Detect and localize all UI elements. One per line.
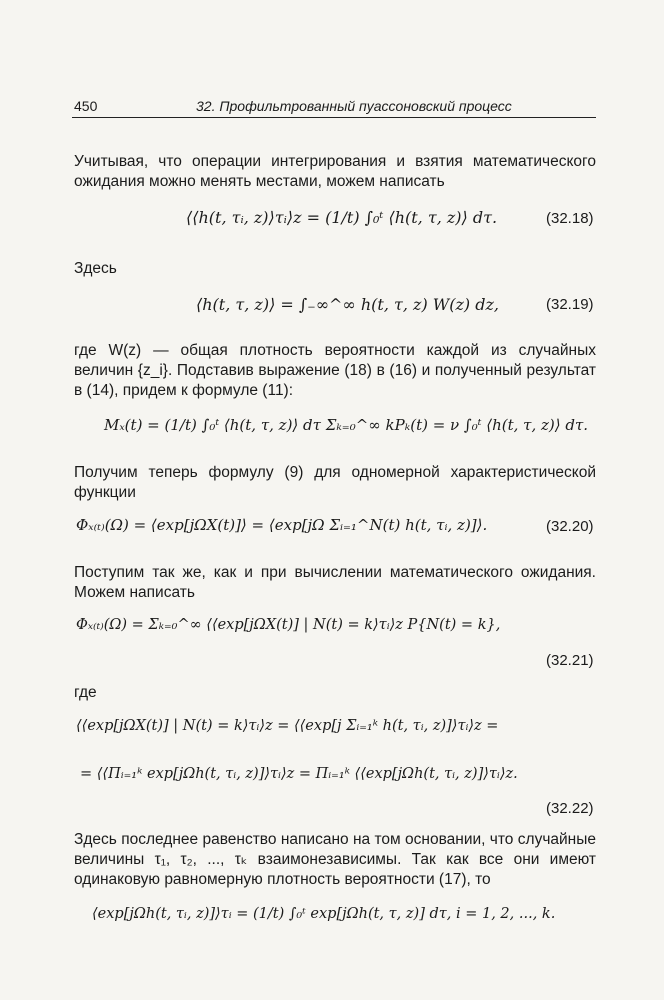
equation-32-20: Φₓ₍ₜ₎(Ω) = ⟨exp[jΩX(t)]⟩ = ⟨exp[jΩ Σᵢ₌₁^N(t) h(t, τᵢ, z)]⟩. [76,516,488,534]
equation-number-32-19: (32.19) [546,296,594,313]
equation-32-21: Φₓ₍ₜ₎(Ω) = Σₖ₌₀^∞ ⟨⟨exp[jΩX(t)] | N(t) = k⟩τᵢ⟩z P{N(t) = k}, [76,617,501,633]
paragraph-6: где [74,684,97,701]
equation-number-32-18: (32.18) [546,210,594,227]
page-number: 450 [74,98,98,114]
paragraph-5: Поступим так же, как и при вычислении математического ожидания. Можем написать [74,564,596,601]
equation-number-32-22: (32.22) [546,800,594,817]
equation-final: ⟨exp[jΩh(t, τᵢ, z)]⟩τᵢ = (1/t) ∫₀ᵗ exp[jΩh(t, τ, z)] dτ, i = 1, 2, ..., k. [92,906,556,922]
equation-number-32-21: (32.21) [546,652,594,669]
header-rule [72,117,596,118]
equation-number-32-20: (32.20) [546,518,594,535]
paragraph-1: Учитывая, что операции интегрирования и взятия математического ожидания можно менять местами, можем написать [74,153,596,190]
equation-32-22-line-2: = ⟨⟨Πᵢ₌₁ᵏ exp[jΩh(t, τᵢ, z)]⟩τᵢ⟩z = Πᵢ₌₁ᵏ ⟨⟨exp[jΩh(t, τᵢ, z)]⟩τᵢ⟩z. [80,766,518,782]
equation-32-18: ⟨⟨h(t, τᵢ, z)⟩τᵢ⟩z = (1/t) ∫₀ᵗ ⟨h(t, τ, z)⟩ dτ. [186,208,498,227]
paragraph-2: Здесь [74,260,117,277]
paragraph-4: Получим теперь формулу (9) для одномерной характеристической функции [74,464,596,501]
equation-32-22-line-1: ⟨⟨exp[jΩX(t)] | N(t) = k⟩τᵢ⟩z = ⟨⟨exp[j Σᵢ₌₁ᵏ h(t, τᵢ, z)]⟩τᵢ⟩z = [76,718,499,734]
equation-32-19: ⟨h(t, τ, z)⟩ = ∫₋∞^∞ h(t, τ, z) W(z) dz, [196,295,499,314]
paragraph-3: где W(z) — общая плотность вероятности каждой из случайных величин {z_i}. Подставив выражение (18) в (16) и полученный результат в (14), придем к формуле (11): [74,342,596,399]
equation-mean: Mₓ(t) = (1/t) ∫₀ᵗ ⟨h(t, τ, z)⟩ dτ Σₖ₌₀^∞ kPₖ(t) = ν ∫₀ᵗ ⟨h(t, τ, z)⟩ dτ. [104,416,589,434]
paragraph-7: Здесь последнее равенство написано на том основании, что случайные величины τ₁, τ₂, ..., τₖ взаимонезависимы. Так как все они имеют одинаковую равномерную плотность вероятности (17), то [74,831,596,888]
running-title: 32. Профильтрованный пуассоновский процесс [196,98,512,114]
